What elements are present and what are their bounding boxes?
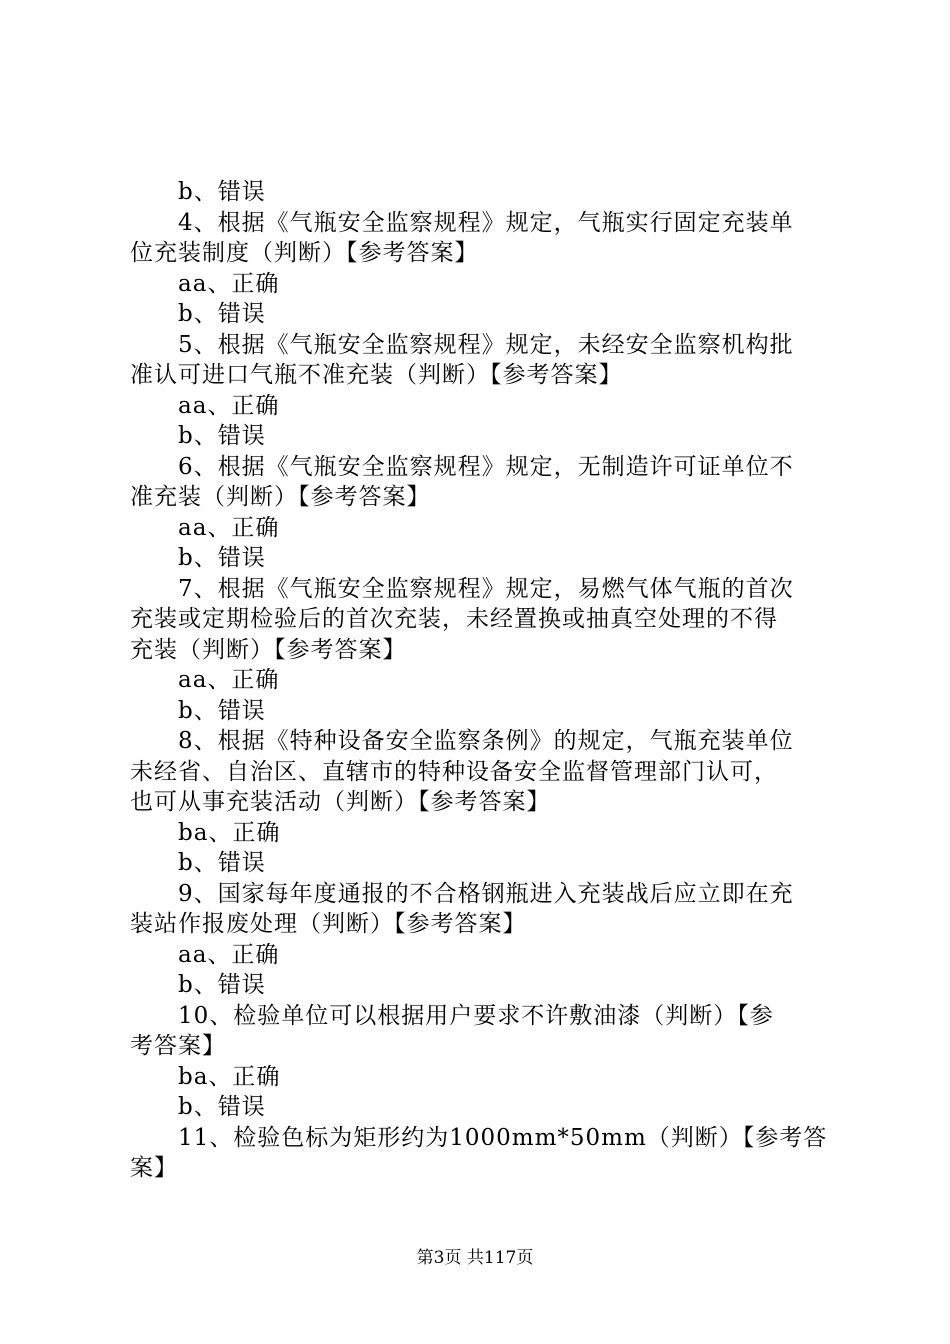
text-line: b、错误 [178,850,266,876]
text-line: aa、正确 [178,270,280,297]
text-line: 准认可进口气瓶不准充装（判断）【参考答案】 [130,362,623,388]
text-line: 11、检验色标为矩形约为1000mm*50mm（判断）【参考答 [178,1124,828,1151]
text-line: 准充装（判断）【参考答案】 [130,484,431,510]
text-line: b、错误 [178,301,266,327]
text-line: 10、检验单位可以根据用户要求不许敷油漆（判断）【参 [178,1002,774,1029]
text-line: 5、根据《气瓶安全监察规程》规定，未经安全监察机构批 [178,331,794,358]
text-line: ba、正确 [178,819,281,846]
text-line: b、错误 [178,1094,266,1120]
document-body [130,177,835,1184]
text-line: 考答案】 [130,1033,226,1059]
page-footer: 第3页 共117页 [416,1248,534,1268]
text-line: b、错误 [178,423,266,449]
text-line: ba、正确 [178,1063,281,1090]
text-line: b、错误 [178,179,266,205]
text-line: 装站作报废处理（判断）【参考答案】 [130,911,527,937]
text-line: aa、正确 [178,392,280,419]
text-line: 也可从事充装活动（判断）【参考答案】 [130,789,551,815]
text-line: 4、根据《气瓶安全监察规程》规定，气瓶实行固定充装单 [178,209,794,236]
text-line: 7、根据《气瓶安全监察规程》规定，易燃气体气瓶的首次 [178,575,794,602]
text-line: b、错误 [178,972,266,998]
text-line: 位充装制度（判断）【参考答案】 [130,240,479,266]
text-line: aa、正确 [178,941,280,968]
text-line: 充装（判断）【参考答案】 [130,636,407,663]
text-line: 案】 [130,1155,178,1181]
text-line: 8、根据《特种设备安全监察条例》的规定，气瓶充装单位 [178,728,794,754]
text-line: 未经省、自治区、直辖市的特种设备安全监督管理部门认可， [130,758,778,785]
text-line: aa、正确 [178,514,280,541]
text-line: b、错误 [178,545,266,571]
text-line: 9、国家每年度通报的不合格钢瓶进入充装战后应立即在充 [178,880,794,907]
text-line: aa、正确 [178,667,280,693]
text-line: b、错误 [178,697,266,724]
text-line: 充装或定期检验后的首次充装，未经置换或抽真空处理的不得 [130,606,778,632]
text-line: 6、根据《气瓶安全监察规程》规定，无制造许可证单位不 [178,453,794,480]
